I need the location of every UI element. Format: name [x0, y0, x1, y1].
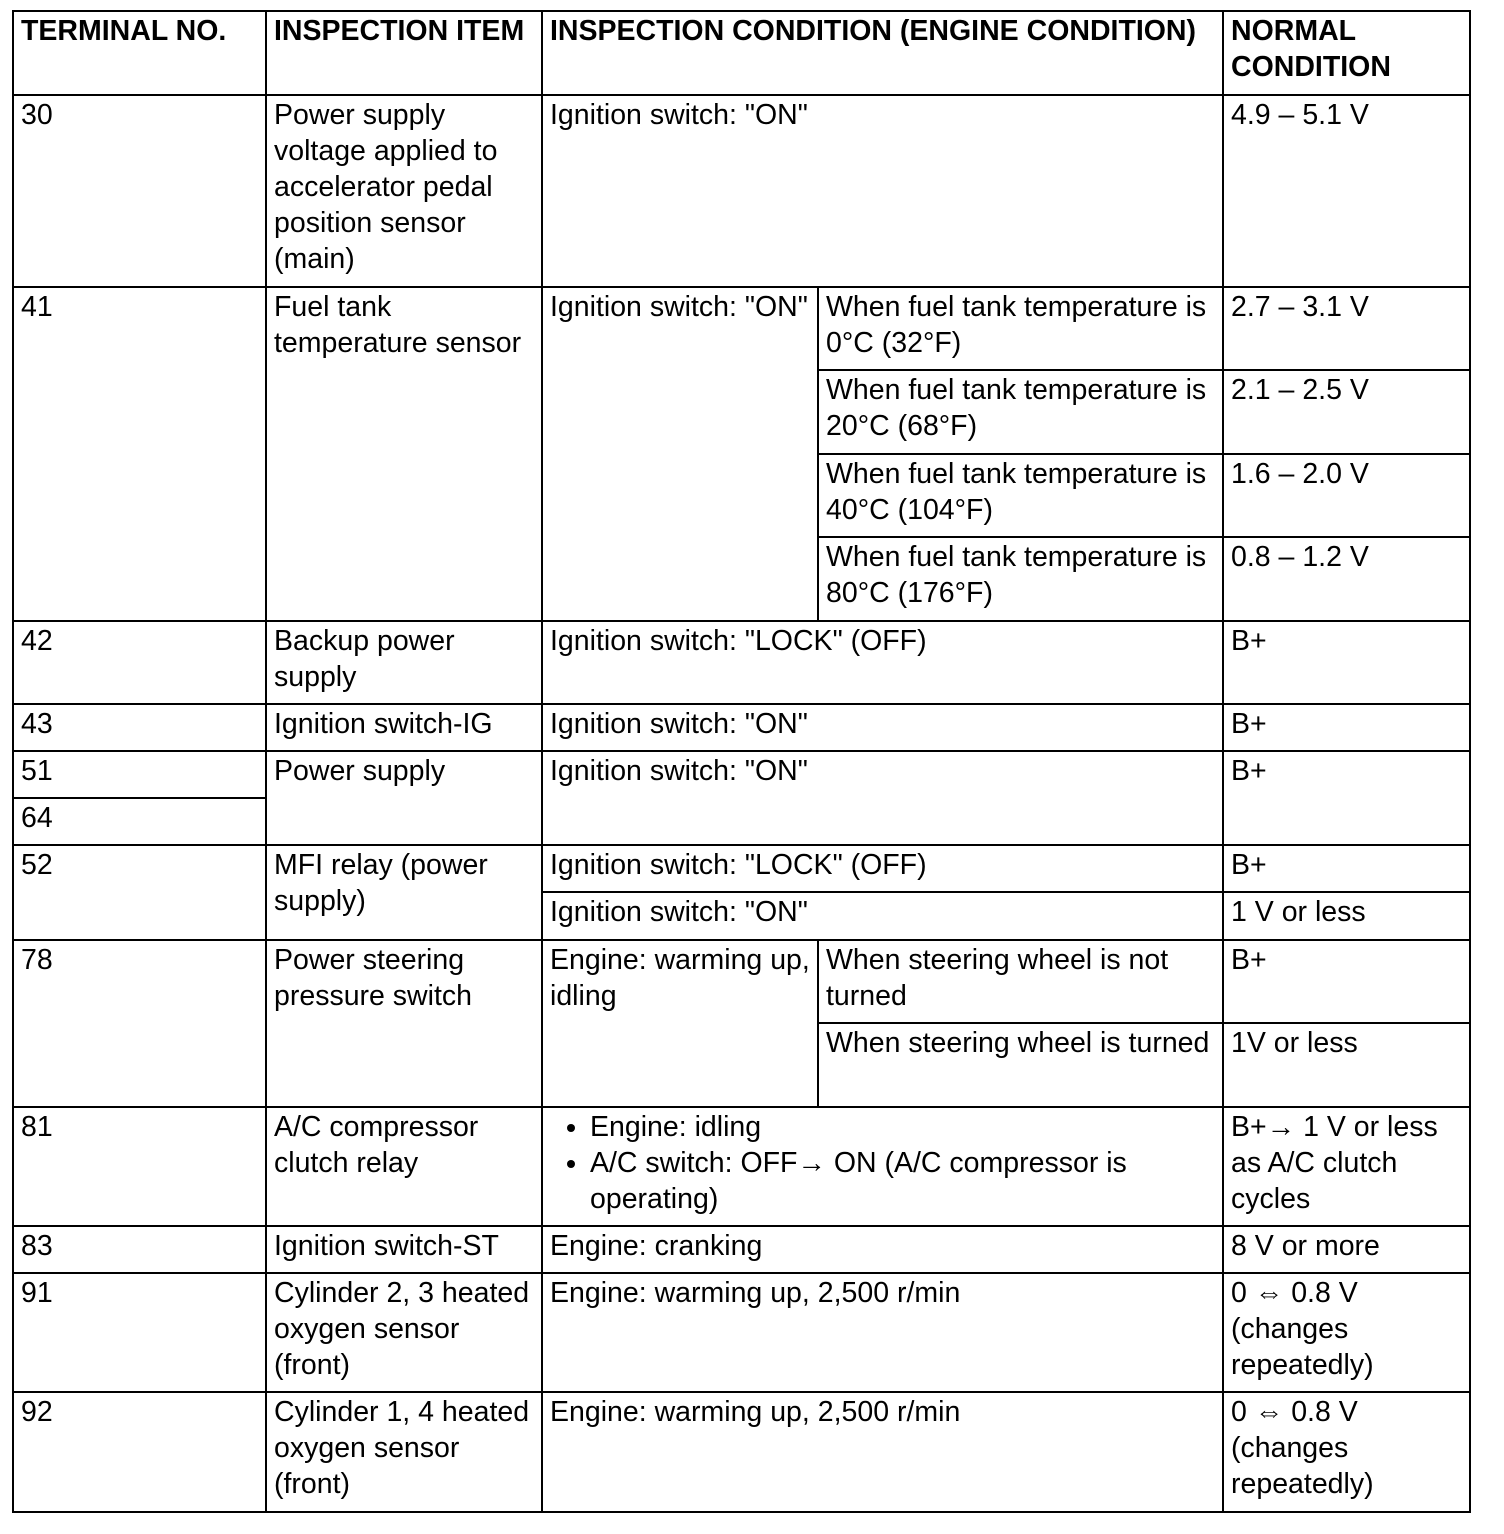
item-cell: Fuel tank temperature sensor — [266, 287, 542, 621]
list-item: • Engine: idling — [590, 1109, 1215, 1145]
normal-cell: 8 V or more — [1223, 1226, 1470, 1273]
item-cell: Power supply voltage applied to accelerator pedal position sensor (main) — [266, 95, 542, 287]
table-row — [13, 940, 1470, 1023]
terminal-cell: 92 — [13, 1392, 266, 1512]
normal-cell: 0 ⇔ 0.8 V (changes repeatedly) — [1223, 1392, 1470, 1512]
condition-cell: Engine: warming up, 2,500 r/min — [542, 1273, 1223, 1392]
terminal-cell: 64 — [13, 798, 266, 845]
table-row — [13, 1392, 1470, 1512]
condition-cell: Engine: cranking — [542, 1226, 1223, 1273]
normal-cell: 0.8 – 1.2 V — [1223, 537, 1470, 621]
table-row — [13, 1273, 1470, 1392]
terminal-cell: 91 — [13, 1273, 266, 1392]
terminal-cell: 78 — [13, 940, 266, 1107]
item-cell: Power steering pressure switch — [266, 940, 542, 1107]
normal-cell: 1V or less — [1223, 1023, 1470, 1107]
terminal-cell: 30 — [13, 95, 266, 287]
table-row — [13, 621, 1470, 704]
normal-cell: 4.9 – 5.1 V — [1223, 95, 1470, 287]
condition-cell: Ignition switch: "ON" — [542, 287, 818, 621]
normal-cell: B+ — [1223, 845, 1470, 892]
item-cell: Ignition switch-ST — [266, 1226, 542, 1273]
sub-condition-cell: When steering wheel is turned — [818, 1023, 1223, 1107]
table-row — [13, 751, 1470, 798]
table-row — [13, 704, 1470, 751]
header-normal-condition: NORMAL CONDITION — [1223, 11, 1470, 95]
header-inspection-condition: INSPECTION CONDITION (ENGINE CONDITION) — [542, 11, 1223, 95]
terminal-cell: 42 — [13, 621, 266, 704]
normal-cell: 2.1 – 2.5 V — [1223, 370, 1470, 454]
sub-condition-cell: When fuel tank temperature is 80°C (176°F) — [818, 537, 1223, 621]
terminal-inspection-table — [12, 10, 1471, 1513]
condition-cell: Engine: warming up, idling — [542, 940, 818, 1107]
sub-condition-cell: When fuel tank temperature is 40°C (104°F) — [818, 454, 1223, 537]
sub-condition-cell: When fuel tank temperature is 20°C (68°F) — [818, 370, 1223, 454]
item-cell: Cylinder 1, 4 heated oxygen sensor (front) — [266, 1392, 542, 1512]
condition-cell: Engine: warming up, 2,500 r/min — [542, 1392, 1223, 1512]
normal-cell: B+ — [1223, 621, 1470, 704]
condition-cell: Ignition switch: "LOCK" (OFF) — [542, 621, 1223, 704]
terminal-cell: 43 — [13, 704, 266, 751]
condition-cell: Ignition switch: "ON" — [542, 95, 1223, 287]
terminal-cell: 41 — [13, 287, 266, 621]
normal-cell: B+→ 1 V or less as A/C clutch cycles — [1223, 1107, 1470, 1226]
sub-condition-cell: When fuel tank temperature is 0°C (32°F) — [818, 287, 1223, 370]
normal-cell: B+ — [1223, 751, 1470, 845]
terminal-cell: 81 — [13, 1107, 266, 1226]
table-row — [13, 1107, 1470, 1226]
condition-cell — [542, 1107, 1223, 1226]
table-row — [13, 95, 1470, 287]
table-row — [13, 287, 1470, 370]
item-cell: Backup power supply — [266, 621, 542, 704]
item-cell: Power supply — [266, 751, 542, 845]
terminal-cell: 51 — [13, 751, 266, 798]
sub-condition-cell: When steering wheel is not turned — [818, 940, 1223, 1023]
normal-cell: B+ — [1223, 940, 1470, 1023]
item-cell: A/C compressor clutch relay — [266, 1107, 542, 1226]
condition-cell: Ignition switch: "ON" — [542, 892, 1223, 940]
item-cell: Cylinder 2, 3 heated oxygen sensor (front) — [266, 1273, 542, 1392]
list-item: • A/C switch: OFF→ ON (A/C compressor is operating) — [590, 1145, 1215, 1217]
terminal-cell: 83 — [13, 1226, 266, 1273]
normal-cell: 1.6 – 2.0 V — [1223, 454, 1470, 537]
condition-bullet-list — [550, 1109, 1215, 1217]
item-cell: MFI relay (power supply) — [266, 845, 542, 940]
condition-cell: Ignition switch: "ON" — [542, 704, 1223, 751]
normal-cell: 0 ⇔ 0.8 V (changes repeatedly) — [1223, 1273, 1470, 1392]
table-row — [13, 845, 1470, 892]
item-cell: Ignition switch-IG — [266, 704, 542, 751]
condition-cell: Ignition switch: "LOCK" (OFF) — [542, 845, 1223, 892]
header-inspection-item: INSPECTION ITEM — [266, 11, 542, 95]
terminal-cell: 52 — [13, 845, 266, 940]
header-terminal-no: TERMINAL NO. — [13, 11, 266, 95]
header-row — [13, 11, 1470, 95]
table-row — [13, 1226, 1470, 1273]
normal-cell: 2.7 – 3.1 V — [1223, 287, 1470, 370]
condition-cell: Ignition switch: "ON" — [542, 751, 1223, 845]
normal-cell: 1 V or less — [1223, 892, 1470, 940]
normal-cell: B+ — [1223, 704, 1470, 751]
